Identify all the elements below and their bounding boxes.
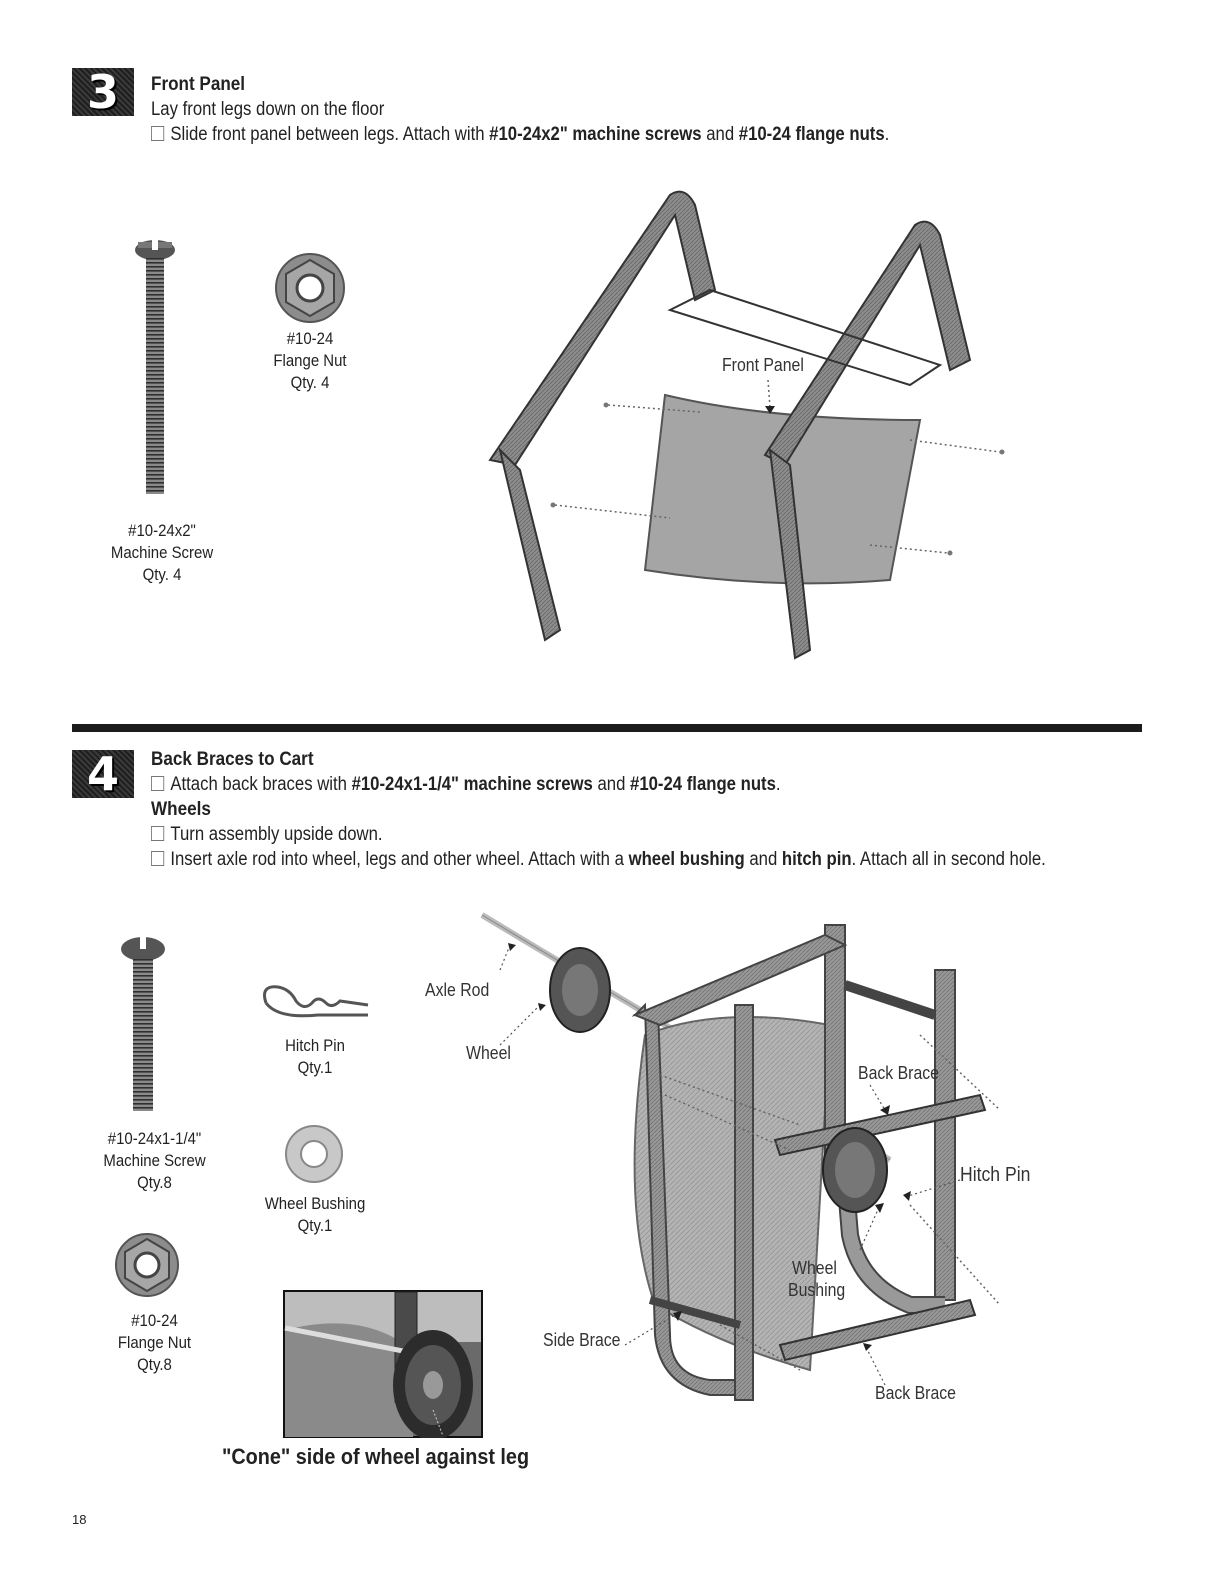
checkbox-icon — [151, 826, 164, 841]
checkbox-icon — [151, 776, 164, 791]
callout-wheel: Wheel — [466, 1043, 511, 1063]
callout-front-panel: Front Panel — [722, 355, 804, 375]
section-divider — [72, 724, 1142, 732]
step-3-line-1: Lay front legs down on the floor — [151, 99, 385, 120]
checkbox-icon — [151, 126, 164, 141]
step-4-line-3: Insert axle rod into wheel, legs and other wheel. Attach with a wheel bushing and hitch pin. Attach all in second hole. — [151, 848, 1046, 872]
cone-side-inset-illustration — [283, 1290, 483, 1438]
callout-hitch-pin: Hitch Pin — [960, 1164, 1031, 1186]
machine-screw-1-1-4in-icon — [118, 935, 168, 1115]
callout-axle-rod: Axle Rod — [425, 980, 490, 1000]
step-4-line-1: Attach back braces with #10-24x1-1/4" machine screws and #10-24 flange nuts. — [151, 773, 781, 797]
step-4-badge: 4 — [72, 750, 134, 798]
callout-wheel-bushing-2: Bushing — [788, 1280, 846, 1300]
step-3-badge: 3 — [72, 68, 134, 116]
checkbox-icon — [151, 851, 164, 866]
screw-1-1-4in-label: #10-24x1-1/4" Machine Screw Qty.8 — [103, 1129, 206, 1192]
callout-side-brace: Side Brace — [543, 1330, 621, 1350]
step-4-line-2: Turn assembly upside down. — [151, 823, 383, 847]
hitch-pin-icon — [258, 975, 373, 1025]
wheel-bushing-label: Wheel Bushing Qty.1 — [264, 1194, 366, 1235]
callout-wheel-bushing-1: Wheel — [792, 1258, 837, 1278]
flange-nut-icon — [272, 250, 348, 326]
hitch-pin-label: Hitch Pin Qty.1 — [285, 1036, 345, 1077]
step-4-title-1: Back Braces to Cart — [151, 749, 314, 770]
front-panel-assembly-illustration — [470, 180, 1030, 670]
callout-back-brace-top: Back Brace — [858, 1063, 940, 1083]
flange-nut-label-3: #10-24 Flange Nut Qty. 4 — [273, 329, 347, 392]
inset-caption: "Cone" side of wheel against leg — [222, 1444, 530, 1469]
page-number: 18 — [72, 1512, 87, 1527]
flange-nut-label-4: #10-24 Flange Nut Qty.8 — [117, 1311, 192, 1374]
machine-screw-2in-icon — [130, 238, 180, 498]
screw-2in-label: #10-24x2" Machine Screw Qty. 4 — [110, 521, 214, 584]
step-4-title-2: Wheels — [151, 799, 211, 820]
callout-back-brace-bottom: Back Brace — [875, 1383, 957, 1403]
step-3-title: Front Panel — [151, 74, 246, 95]
step-3-line-2: Slide front panel between legs. Attach with #10-24x2" machine screws and #10-24 flange nuts. — [151, 123, 889, 147]
wheel-bushing-icon — [282, 1122, 346, 1186]
flange-nut-icon — [112, 1230, 182, 1300]
